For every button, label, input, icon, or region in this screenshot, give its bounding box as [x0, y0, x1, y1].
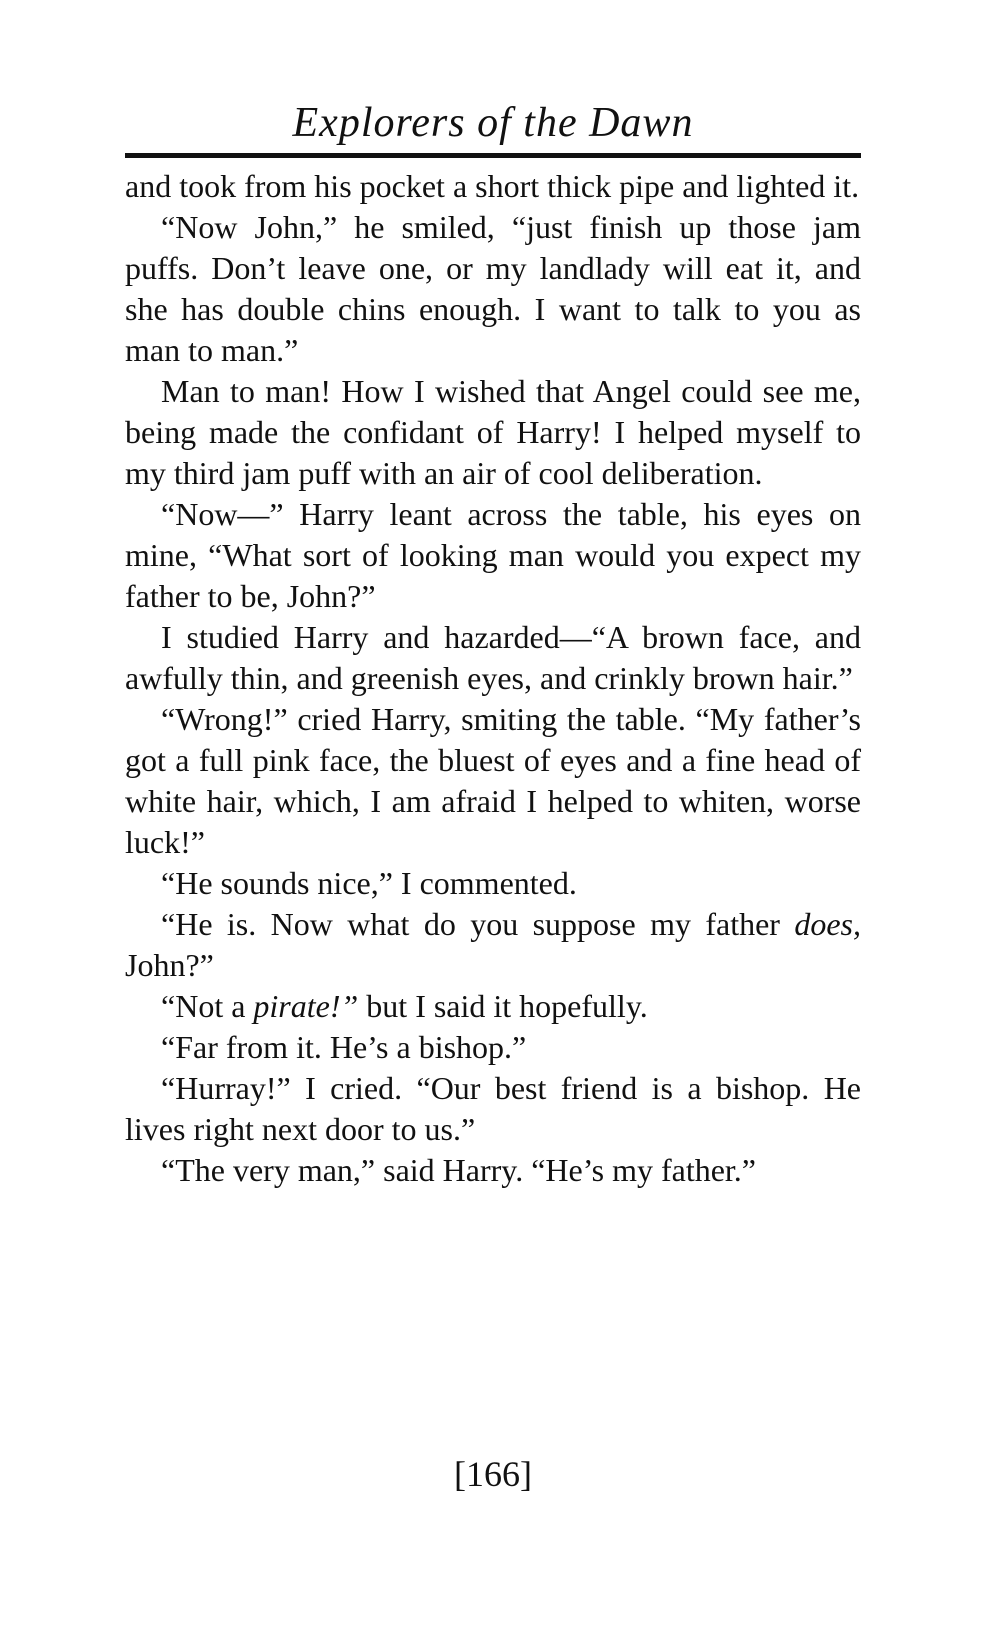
running-title: Explorers of the Dawn — [292, 100, 694, 146]
paragraph: “Now—” Harry leant across the table, his eyes on mine, “What sort of looking man would you expect my father to be, John?” — [125, 496, 861, 614]
paragraph: “Far from it. He’s a bishop.” — [161, 1029, 527, 1065]
paragraph: “Wrong!” cried Harry, smiting the table. “My father’s got a full pink face, the bluest of eyes and a fine head of white hair, which, I am afraid I helped to whiten, worse luck!” — [125, 701, 861, 860]
text-run: “He is. Now what do you suppose my father — [161, 906, 795, 942]
paragraph: “Now John,” he smiled, “just finish up those jam puffs. Don’t leave one, or my landlady will eat it, and she has double chins enough. I want to talk to you as man to man.” — [125, 209, 861, 368]
italic-word: pirate!” — [253, 988, 359, 1024]
paragraph: “He sounds nice,” I commented. — [161, 865, 577, 901]
paragraph: “The very man,” said Harry. “He’s my father.” — [161, 1152, 756, 1188]
text-run: John?” — [125, 947, 214, 983]
paragraph — [125, 904, 861, 986]
paragraph: “Hurray!” I cried. “Our best friend is a bishop. He lives right next door to us.” — [125, 1070, 861, 1147]
page-number: [166] — [454, 1454, 532, 1494]
paragraph — [125, 986, 861, 1027]
paragraph-continued: and took from his pocket a short thick pipe and lighted it. — [125, 168, 860, 204]
text-run: but I said it hopefully. — [358, 988, 648, 1024]
body-text — [125, 166, 861, 1191]
paragraph: Man to man! How I wished that Angel could see me, being made the confidant of Harry! I helped myself to my third jam puff with an air of cool deliberation. — [125, 373, 861, 491]
italic-word: does, — [794, 906, 861, 942]
book-page — [125, 95, 861, 1494]
paragraph: I studied Harry and hazarded—“A brown face, and awfully thin, and greenish eyes, and crinkly brown hair.” — [125, 619, 861, 696]
header-rule — [125, 153, 861, 158]
text-run: “Not a — [161, 988, 254, 1024]
